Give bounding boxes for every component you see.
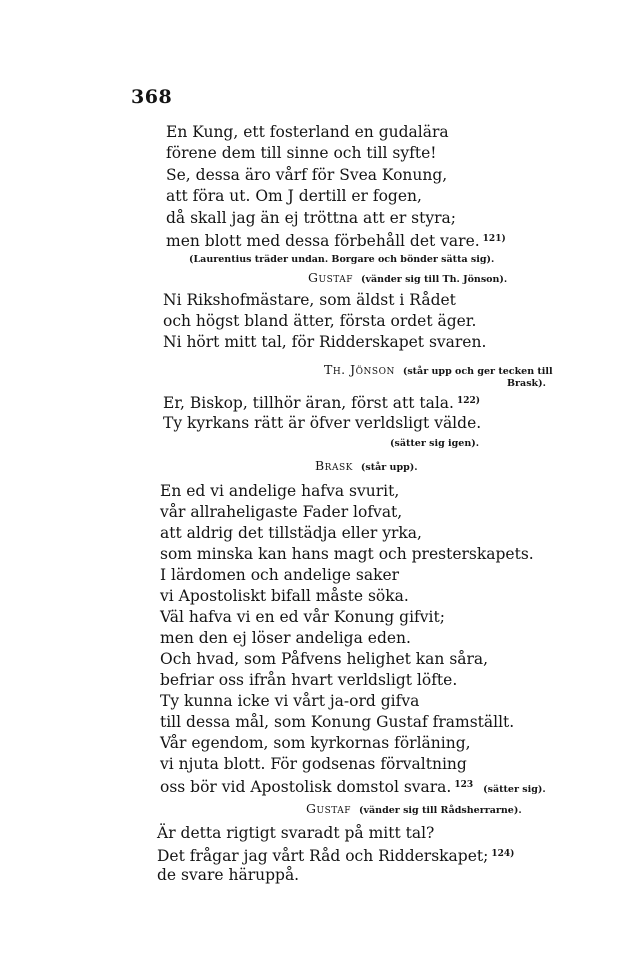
verse-line: Är detta rigtigt svaradt på mitt tal? xyxy=(157,824,435,842)
verse-line: Väl hafva vi en ed vår Konung gifvit; xyxy=(160,608,445,626)
verse-line: befriar oss ifrån hvart verldsligt löfte. xyxy=(160,671,458,689)
speaker-direction: (vänder sig till Th. Jönson). xyxy=(361,274,508,285)
footnote-marker: 121) xyxy=(482,234,506,244)
verse-line: Ni Rikshofmästare, som äldst i Rådet xyxy=(163,291,456,309)
verse-line: Ty kunna icke vi vårt ja-ord gifva xyxy=(160,692,420,710)
verse-text: Det frågar jag vårt Råd och Ridderskapet; xyxy=(157,847,489,865)
verse-text: oss bör vid Apostolisk domstol svara. xyxy=(160,778,452,796)
speaker-name: Gustaf xyxy=(306,801,351,816)
verse-line: Ty kyrkans rätt är öfver verldsligt välde. xyxy=(163,414,482,432)
speaker-heading xyxy=(315,458,418,476)
verse-line: till dessa mål, som Konung Gustaf framställt. xyxy=(160,713,515,731)
footnote-marker: 124) xyxy=(491,849,515,859)
footnote-marker: 123 xyxy=(454,780,474,790)
verse-line: som minska kan hans magt och presterskapets. xyxy=(160,545,534,563)
verse-line: vi njuta blott. För godsenas förvaltning xyxy=(160,755,467,773)
verse-line: att aldrig det tillstädja eller yrka, xyxy=(160,524,422,542)
verse-line: I lärdomen och andelige saker xyxy=(160,566,400,584)
speaker-heading xyxy=(308,270,507,288)
speaker-name: Th. Jönson xyxy=(324,362,395,377)
verse-line: förene dem till sinne och till syfte! xyxy=(166,144,437,162)
speaker-direction: (sätter sig). xyxy=(483,784,546,795)
verse-line: de svare häruppå. xyxy=(157,866,300,884)
verse-line: att föra ut. Om J dertill er fogen, xyxy=(166,187,422,205)
verse-line: vi Apostoliskt bifall måste söka. xyxy=(160,587,409,605)
speaker-direction-continued: Brask). xyxy=(507,378,546,389)
page-number: 368 xyxy=(131,86,173,108)
verse-line: då skall jag än ej tröttna att er styra; xyxy=(166,209,456,227)
verse-line-with-footnote xyxy=(157,845,514,865)
verse-line: Och hvad, som Påfvens helighet kan såra, xyxy=(160,650,489,668)
speaker-direction: (står upp och ger tecken till xyxy=(402,366,553,377)
stage-direction: (Laurentius träder undan. Borgare och bönder sätta sig). xyxy=(189,254,495,265)
footnote-marker: 122) xyxy=(456,396,481,406)
speaker-name: Brask xyxy=(315,458,353,473)
verse-line-with-footnote xyxy=(166,230,506,250)
speaker-name: Gustaf xyxy=(308,270,353,285)
verse-line-with-footnote xyxy=(163,392,480,412)
verse-line-with-footnote xyxy=(160,776,546,799)
verse-line: En Kung, ett fosterland en gudalära xyxy=(166,123,449,141)
verse-text: men blott med dessa förbehåll det vare. xyxy=(166,232,480,250)
verse-line: Se, dessa äro vårf för Svea Konung, xyxy=(166,166,448,184)
verse-line: men den ej löser andeliga eden. xyxy=(160,629,411,647)
verse-text: Er, Biskop, tillhör äran, först att tala. xyxy=(163,394,454,412)
speaker-direction: (vänder sig till Rådsherrarne). xyxy=(359,805,522,816)
verse-line: vår allraheligaste Fader lofvat, xyxy=(160,503,403,521)
speaker-direction: (står upp). xyxy=(360,462,418,473)
stage-direction: (sätter sig igen). xyxy=(390,438,480,449)
verse-line: Vår egendom, som kyrkornas förläning, xyxy=(160,734,471,752)
verse-line: Ni hört mitt tal, för Ridderskapet svaren. xyxy=(163,333,487,351)
verse-line: och högst bland ätter, första ordet äger. xyxy=(163,312,477,330)
speaker-heading xyxy=(306,801,522,819)
verse-line: En ed vi andelige hafva svurit, xyxy=(160,482,400,500)
